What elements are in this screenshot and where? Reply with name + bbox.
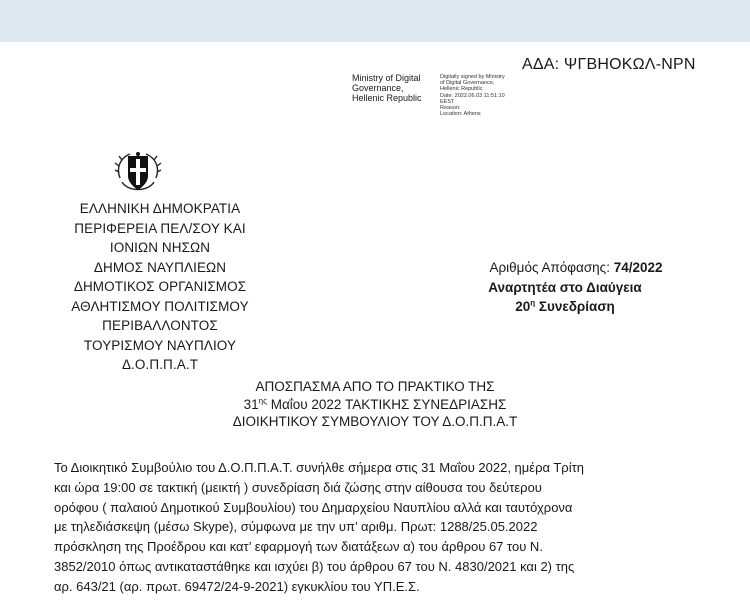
issuer-line: ΑΘΛΗΤΙΣΜΟΥ ΠΟΛΙΤΙΣΜΟΥ	[71, 298, 249, 314]
extract-line-3: ΔΙΟΙΚΗΤΙΚΟΥ ΣΥΜΒΟΥΛΙΟΥ ΤΟΥ Δ.Ο.Π.Π.Α.Τ	[232, 414, 518, 429]
body-line: αρ. 643/21 (αρ. πρωτ. 69472/24-9-2021) εγκυκλίου του ΥΠ.Ε.Σ.	[54, 578, 420, 594]
extract-line-1: ΑΠΟΣΠΑΣΜΑ ΑΠΟ ΤΟ ΠΡΑΚΤΙΚΟ ΤΗΣ	[255, 379, 495, 394]
greek-emblem-icon	[110, 148, 166, 198]
signature-detail-line: Location: Athens	[440, 111, 481, 118]
diavgeia-note: Αναρτητέα στο Διαύγεια	[488, 279, 642, 295]
issuer-line: ΕΛΛΗΝΙΚΗ ΔΗΜΟΚΡΑΤΙΑ	[79, 201, 241, 216]
extract-line-2	[210, 396, 540, 414]
session-number	[440, 297, 690, 317]
decision-number	[440, 258, 690, 278]
issuer-line: ΤΟΥΡΙΣΜΟΥ ΝΑΥΠΛΙΟΥ	[83, 337, 237, 353]
issuer-line: ΔΗΜΟΣ ΝΑΥΠΛΙΕΩΝ	[93, 259, 227, 275]
signature-detail-line: of Digital Governance,	[440, 80, 495, 87]
body-paragraph	[54, 458, 694, 597]
decision-block	[440, 258, 690, 317]
signature-detail-line: EEST	[440, 98, 455, 105]
body-line: με τηλεδιάσκεψη (μέσω Skype), σύμφωνα με την υπ’ αριθμ. Πρωτ: 1288/25.05.2022	[54, 519, 538, 535]
digital-signer	[352, 73, 422, 103]
issuer-line: Δ.Ο.Π.Π.Α.Τ	[121, 357, 199, 372]
extract-day-sup: ης	[258, 396, 267, 405]
issuer-line: ΠΕΡΙΒΑΛΛΟΝΤΟΣ	[102, 318, 218, 333]
signature-detail-line: Digitally signed by Ministry	[440, 74, 505, 80]
signature-detail-line: Hellenic Republic	[440, 86, 483, 93]
issuer-line: ΠΕΡΙΦΕΡΕΙΑ ΠΕΛ/ΣΟΥ ΚΑΙ	[74, 220, 246, 236]
extract-day: 31	[243, 396, 259, 412]
decision-number-value: 74/2022	[613, 260, 663, 275]
viewer-top-bar	[0, 0, 750, 42]
session-num: 20	[515, 299, 531, 314]
body-line: ορόφου ( παλαιού Δημοτικού Συμβουλίου) του Δημαρχείου Ναυπλίου αλλά και ταυτόχρονα	[54, 499, 573, 515]
body-line: 3852/2010 όπως αντικαταστάθηκε και ισχύει β) του άρθρου 67 του Ν. 4830/2021 και 2) της	[54, 558, 575, 574]
issuer-line: ΔΗΜΟΤΙΚΟΣ ΟΡΓΑΝΙΣΜΟΣ	[73, 279, 247, 294]
signature-details	[440, 74, 505, 117]
body-line: Το Διοικητικό Συμβούλιο του Δ.Ο.Π.Π.Α.Τ. συνήλθε σήμερα στις 31 Μαΐου 2022, ημέρα Τρίτη	[54, 460, 584, 475]
session-label: Συνεδρίαση	[535, 299, 615, 314]
body-line: πρόσκληση της Προέδρου και κατ’ εφαρμογή των διατάξεων α) του άρθρου 67 του Ν.	[54, 539, 543, 555]
signature-detail-line: Reason:	[440, 105, 461, 112]
signer-line: Governance,	[352, 83, 404, 93]
signer-line: Ministry of Digital	[352, 73, 421, 83]
extract-heading	[210, 378, 540, 431]
signature-detail-line: Date: 2022.06.03 11:51:10	[440, 92, 505, 99]
ada-code: ΑΔΑ: ΨΓΒΗΟΚΩΛ-ΝΡΝ	[522, 56, 696, 73]
issuer-block	[40, 199, 280, 375]
decision-number-label: Αριθμός Απόφασης:	[489, 260, 614, 275]
body-line: και ώρα 19:00 σε τακτική (μεικτή ) συνεδρίαση διά ζώσης στην αίθουσα του δεύτερου	[54, 479, 542, 495]
issuer-line: ΙΟΝΙΩΝ ΝΗΣΩΝ	[109, 240, 211, 255]
session-sup: η	[530, 298, 536, 308]
extract-date-rest: Μαΐου 2022 ΤΑΚΤΙΚΗΣ ΣΥΝΕΔΡΙΑΣΗΣ	[266, 396, 507, 412]
signer-line: Hellenic Republic	[352, 93, 422, 103]
